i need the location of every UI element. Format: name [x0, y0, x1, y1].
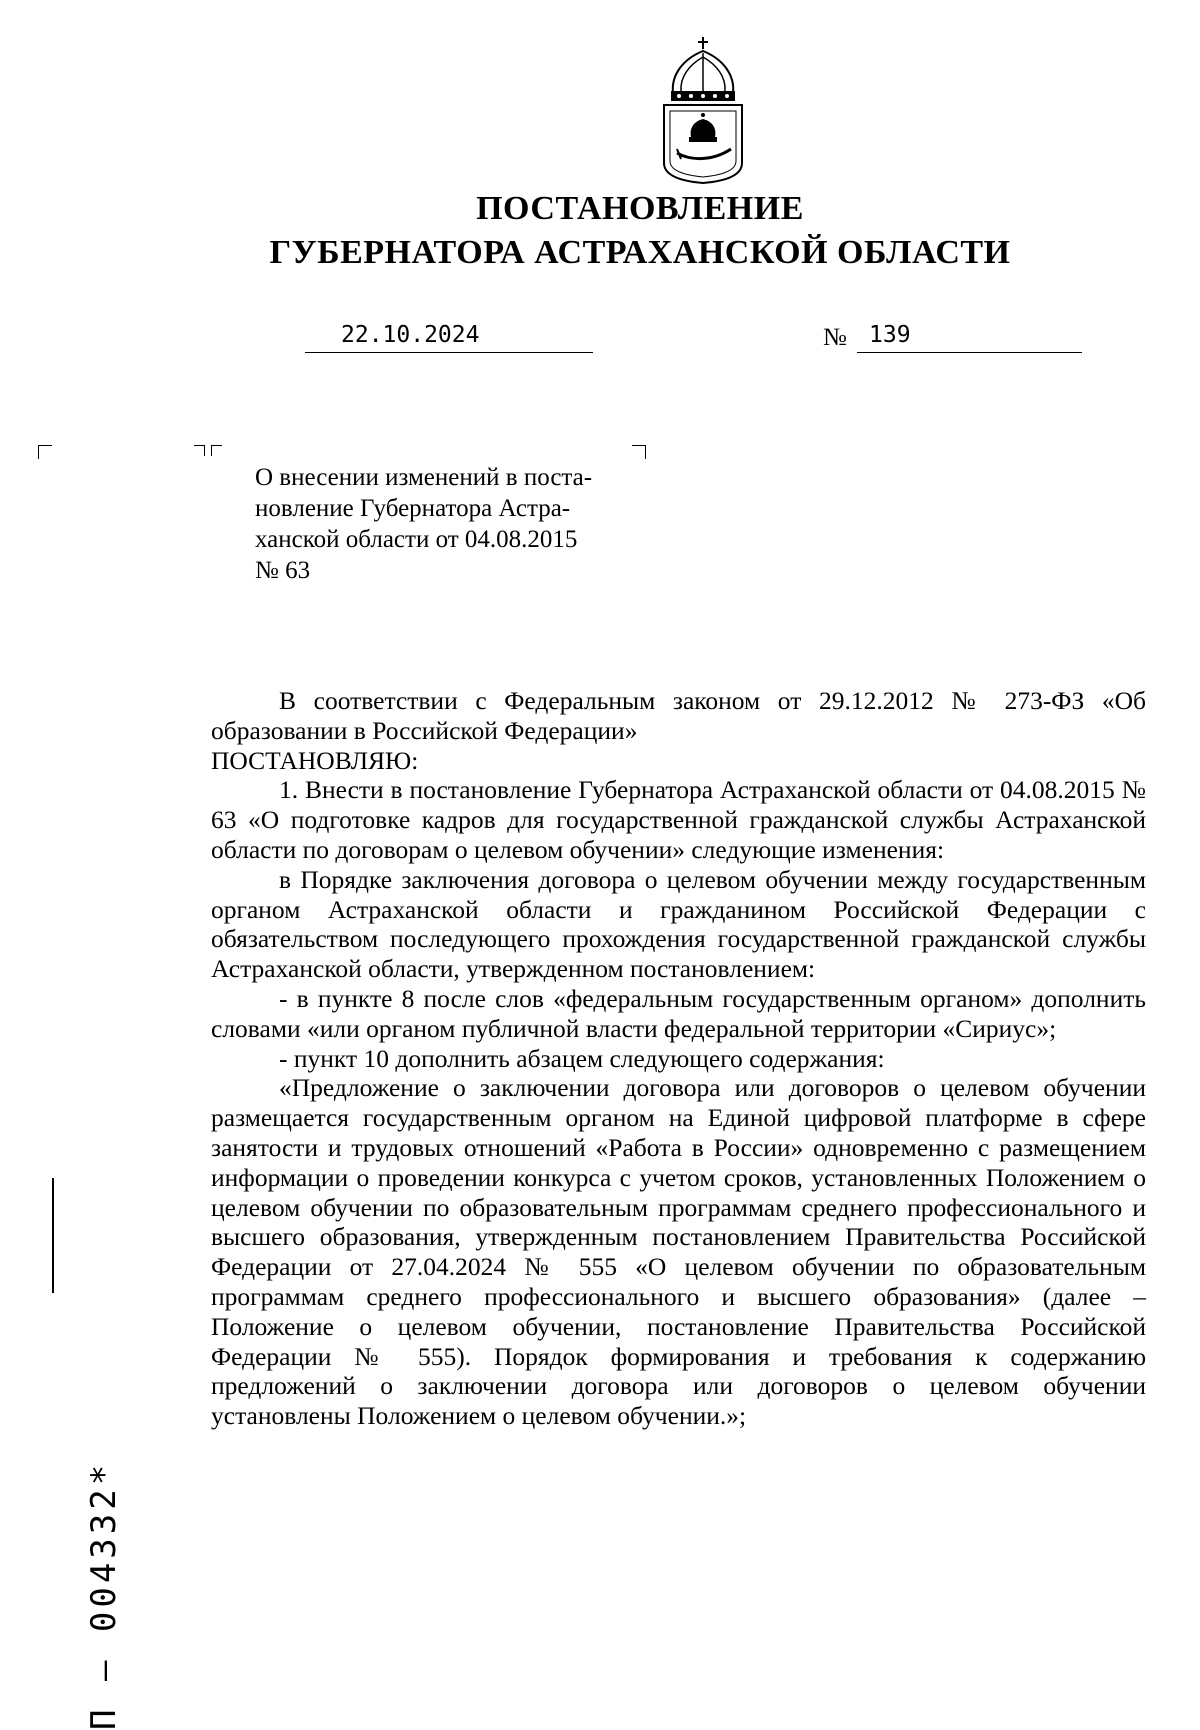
- number-sign: №: [823, 324, 847, 351]
- paragraph-4: - пункт 10 дополнить абзацем следующего содержания:: [279, 1043, 885, 1073]
- number-field: [857, 322, 1082, 353]
- document-date: 22.10.2024: [341, 322, 480, 348]
- subject-line: ханской области от 04.08.2015: [255, 526, 578, 553]
- paragraph-2: в Порядке заключения договора о целевом обучении между государственным органом Астраханской области и гражданином Российской Федерации с обязательством последующего прохождения государственной гражданской службы Астраханской области, утвержденном постановлением:: [211, 864, 1146, 984]
- corner-mark: [194, 445, 205, 456]
- coat-of-arms-icon: [661, 35, 745, 185]
- date-field: [305, 322, 593, 353]
- subject-line: новление Губернатора Астра-: [255, 495, 571, 522]
- document-issuer: ГУБЕРНАТОРА АСТРАХАНСКОЙ ОБЛАСТИ: [269, 234, 1011, 271]
- document-title: ПОСТАНОВЛЕНИЕ: [476, 190, 804, 227]
- paragraph-3: - в пункте 8 после слов «федеральным государственным органом» дополнить словами «или органом публичной власти федеральной территории «Сириус»;: [211, 983, 1146, 1043]
- corner-mark: [632, 445, 646, 459]
- paragraph-5: «Предложение о заключении договора или договоров о целевом обучении размещается государственным органом на Единой цифровой платформе в сфере занятости и трудовых отношений «Работа в России» одновременно с размещением информации о проведении конкурса с учетом сроков, установленных Положением о целевом обучении по образовательным программам среднего профессионального и высшего образования, утвержденным постановлением Правительства Российской Федерации от 27.04.2024 № 555 «О целевом обучении по образовательным программам среднего профессионального и высшего образования» (далее – Положение о целевом обучении, постановление Правительства Российской Федерации № 555). Порядок формирования и требования к содержанию предложений о заключении договора или договоров о целевом обучении установлены Положением о целевом обучении.»;: [211, 1073, 1146, 1431]
- preamble-paragraph: В соответствии с Федеральным законом от 29.12.2012 № 273-ФЗ «Об образовании в Российской Федерации»: [211, 686, 1146, 745]
- registry-code: П – 004332*: [84, 1460, 124, 1730]
- decree-word: ПОСТАНОВЛЯЮ:: [211, 745, 419, 775]
- document-number: 139: [869, 322, 911, 348]
- corner-mark: [38, 445, 52, 459]
- side-rule: [52, 1178, 54, 1293]
- document-subject: [255, 462, 640, 586]
- subject-line: № 63: [255, 557, 311, 584]
- subject-line: О внесении изменений в поста-: [255, 464, 593, 491]
- document-body: [211, 686, 1146, 1431]
- paragraph-1: 1. Внести в постановление Губернатора Астраханской области от 04.08.2015 № 63 «О подготовке кадров для государственной гражданской службы Астраханской области по договорам о целевом обучении» следующие изменения:: [211, 775, 1146, 864]
- corner-mark: [211, 445, 222, 456]
